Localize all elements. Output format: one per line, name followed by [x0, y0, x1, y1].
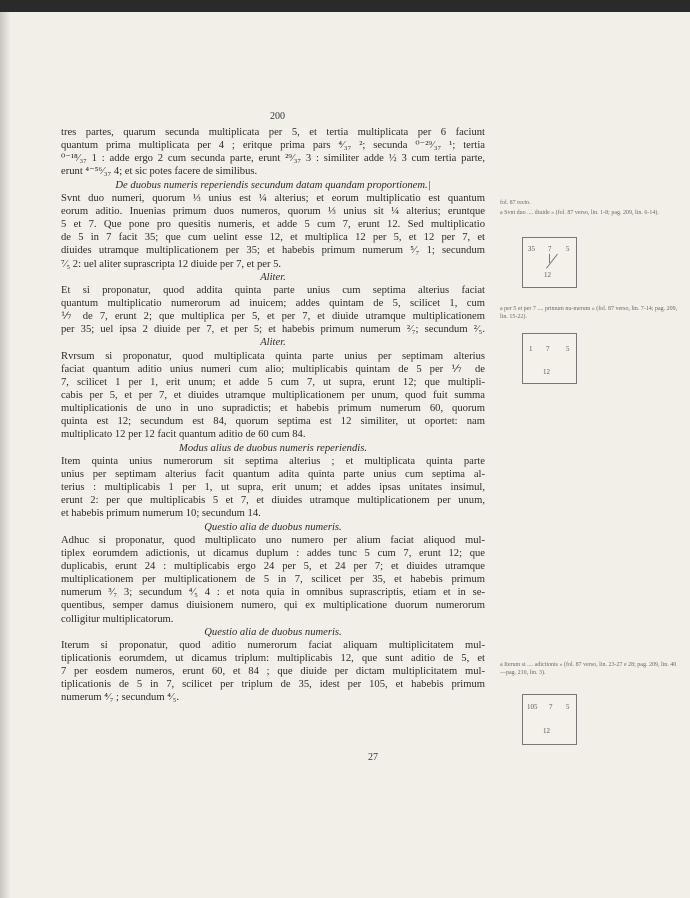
text-line: Item quinta unius numerorum sit septima alterius ; et multiplicata quinta parte	[61, 455, 485, 467]
text-line: Et si proponatur, quod addita quinta parte unius cum septima alterius faciat	[61, 284, 485, 296]
text-line: ⁰⁻¹⁸⁄₃₇ 1 : adde ergo 2 cum secunda parte, erunt ²⁹⁄₃₇ 3 : similiter adde ½ 3 cum tertia parte,	[61, 153, 485, 165]
diagram-box-3	[522, 694, 577, 745]
text-line: multiplicationem per multiplicationem de 5 in 7, scilicet per 35, et habebis primum	[61, 574, 485, 586]
box1-vertical-line	[549, 254, 550, 263]
box2-number-1: 1	[529, 345, 533, 353]
text-line: erunt 2: per que multiplicabis 5 et 7, et diuides utramque multiplicationem per unum,	[61, 495, 485, 507]
box1-number-12: 12	[544, 271, 551, 279]
text-line: quantum multiplicatio numerorum ad inuicem; addes quintam de 5, scilicet 1, cum	[61, 297, 485, 309]
text-line: quinta est 12; secundum est 84, quorum septima est 12 similiter, ut oportet: nam	[61, 416, 485, 428]
text-line: eorum aditio. Inuenias primum duos numeros, quorum ⅓ unius sit ¼ alterius; eruntque	[61, 205, 485, 217]
section-heading: Questio alia de duobus numeris.	[204, 521, 342, 533]
box1-diagonal-line	[546, 254, 558, 269]
text-line: numerum ⁴⁄₇ ; secundum ⁴⁄₅.	[61, 692, 180, 704]
box3-number-105: 105	[527, 703, 538, 711]
text-line: tres partes, quarum secunda multiplicata per 5, et tertia multiplicata per 6 faciunt	[61, 127, 485, 138]
section-heading: Aliter.	[260, 337, 286, 349]
text-line: terius : multiplicabis 1 per 1, ut supra, erit unum; et addes ipsas unitates insimul,	[61, 482, 485, 494]
margin-note-1: a Svnt duo .... diuide » (fol. 87 verso, lin. 1-8; pag. 209, lin. 6-14).	[500, 210, 659, 216]
section-heading: Aliter.	[260, 271, 286, 283]
diagram-box-2	[522, 333, 577, 384]
diagram-box-1	[522, 237, 577, 288]
page-number-top: 200	[270, 111, 285, 122]
box3-number-5: 5	[566, 703, 570, 711]
box1-number-7: 7	[548, 245, 552, 253]
text-line: per 35; uel ipsa 2 diuide per 7, et per 5; et habebis primum numerum ²⁄₇; secundum ²⁄₅.	[61, 324, 485, 336]
text-line: Iterum si proponatur, quod aditio numerorum faciat aliquam multiplicitatem mul-	[61, 639, 485, 651]
text-line: diuides utramque multiplicationem per 35; et habebis primum numerum ⁵⁄₇ 1; secundum	[61, 245, 485, 257]
text-line: multiplicationis de uno in uno supradictis; et habebis primum numerum 60, quorum	[61, 403, 485, 415]
page-number-bottom: 27	[368, 752, 378, 763]
text-line: 5 et 7. Que pone pro quesitis numeris, et adde 5 cum 7, erunt 12. Sed multiplicatio	[61, 219, 485, 231]
text-line: erunt ⁴⁻⁵⁶⁄₃₇ 4; et sic potes facere de similibus.	[61, 166, 258, 178]
section-heading: Modus alius de duobus numeris reperiendis.	[179, 442, 367, 454]
box3-number-7: 7	[549, 703, 553, 711]
text-line: numerum ³⁄₇ 3; secundum ⁴⁄₅ 4 : et nota quia in omnibus suprascriptis, etiam et in se-	[61, 587, 485, 599]
text-line: Svnt duo numeri, quorum ⅓ unius est ¼ alterius; et eorum multiplicatio est quantum	[61, 192, 485, 204]
text-line: tiplex eorumdem adictionis, ut dicamus duplum : addes tunc 5 cum 7, erunt 12; que	[61, 547, 485, 559]
box2-number-12: 12	[543, 368, 550, 376]
text-line: quantum prima multiplicata per 4 ; eritque prima pars ⁴⁄₃₇ ²; secunda ⁰⁻²⁹⁄₃₇ ¹; tertia	[61, 140, 485, 152]
text-line: 7 per eosdem numeros, erunt 60, et 84 ; que diuide per dictam multiplicitatem mul-	[61, 666, 485, 678]
section-heading: Questio alia de duobus numeris.	[204, 626, 342, 638]
text-line: et habebis primum numerum 10; secundum 14.	[61, 508, 261, 520]
box1-number-5: 5	[566, 245, 570, 253]
text-line: unius per septimam alterius facit quantum adita quinta parte unius cum septima al-	[61, 468, 485, 480]
text-line: de 5 in 7 facit 35; que cum uelint esse 12, et multiplica 12 per 5, et 12 per 7, et	[61, 232, 485, 244]
text-line: duplicabis, erunt 24 : multiplicabis ergo 24 per 5, et 24 per 7; et diuides utramque	[61, 560, 485, 572]
text-line: Rvrsum si proponatur, quod multiplicata quinta parte unius per septimam alterius	[61, 350, 485, 362]
text-line: quentibus, semper damus diuisionem numero, qui ex multiplicatione duorum numerorum	[61, 600, 485, 612]
box2-number-7: 7	[546, 345, 550, 353]
page-gutter	[0, 12, 10, 898]
text-line: tiplicationis de 5 in 7, scilicet per triplum de 35, idest per 105, et habebis primum	[61, 679, 485, 691]
margin-note-folio: fol. 87 recto.	[500, 200, 531, 206]
box2-number-5: 5	[566, 345, 570, 353]
text-line: multiplicato 12 per 12 facit quantum aditio de 60 cum 84.	[61, 429, 306, 441]
box1-number-35: 35	[528, 245, 535, 253]
text-line: faciat quantum aditio unius numeri cum alio; multiplicabis quintam de 5 per ⅐ de	[61, 363, 485, 375]
text-line: colligitur multiplicatorum.	[61, 613, 174, 625]
text-line: 7, scilicet 1 per 1, erit unum; et adde 5 cum 7, ut supra, erunt 12; que multipli-	[61, 376, 485, 388]
text-line: ⁷⁄₅ 2: uel aliter suprascripta 12 diuide per 7, et per 5.	[61, 258, 282, 270]
text-line: cabis per 5, et per 7, et diuides utramque multiplicationem per unum, quod fuit summa	[61, 390, 485, 401]
text-line: ⅐ de 7, erunt 2; que multiplica per 5, et per 7, et diuide utramque multiplicationem	[61, 311, 485, 323]
box3-number-12: 12	[543, 727, 550, 735]
margin-note-2: a per 5 et per 7 .... primum nu-merum » (fol. 87 verso, lin. 7-14; pag. 209, lin. 15-22).	[500, 306, 678, 320]
section-heading: De duobus numeris reperiendis secundum datam quandam proportionem.|	[115, 179, 431, 191]
text-line: Adhuc si proponatur, quod multiplicato uno numero per alium faciat aliquod mul-	[61, 534, 485, 546]
text-line: tiplicationis eorumdem, ut dicamus triplum: multiplicabis 12, que sunt aditio de 5, et	[61, 653, 485, 664]
margin-note-3: a Iterum si .... adictionis » (fol. 87 verso, lin. 23-27 e 28; pag. 209, lin. 40—pag. 210, lin. 3).	[500, 662, 677, 676]
